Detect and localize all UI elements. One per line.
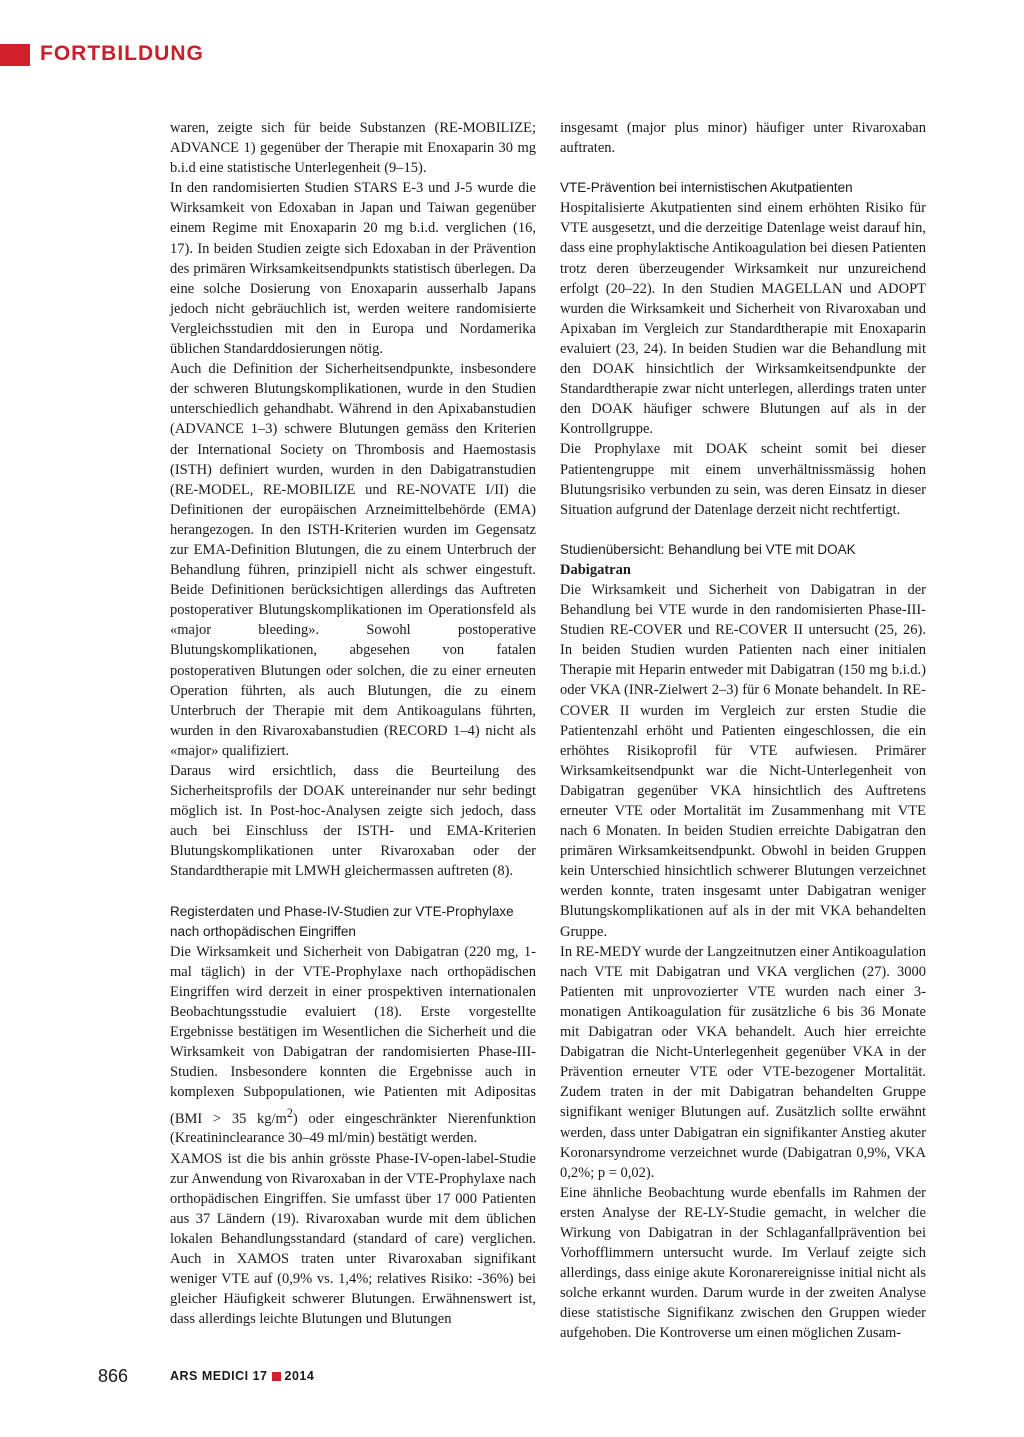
paragraph bbox=[170, 942, 536, 1149]
paragraph: Daraus wird ersichtlich, dass die Beurteilung des Sicherheitsprofils der DOAK untereinander nur sehr bedingt möglich ist. In Post-hoc-Analysen zeigte sich jedoch, dass auch bei Einschluss der ISTH- und EMA-Kriterien Blutungskomplikationen unter Rivaroxaban oder der Standardtherapie mit LMWH gleichermassen auftreten (8). bbox=[170, 763, 536, 880]
left-column bbox=[170, 118, 536, 1329]
paragraph: Auch die Definition der Sicherheitsendpunkte, insbesondere der schweren Blutungskomplikationen, wurde in den Studien unterschiedlich gehandhabt. Während in den Apixabanstudien (ADVANCE 1–3) schwere Blutungen gemäss den Kriterien der International Society on Thrombosis and Haemostasis (ISTH) definiert wurden, wurden in den Dabigatranstudien (RE-MODEL, RE-MOBILIZE und RE-NOVATE I/II) die Definitionen der europäischen Arzneimittelbehörde (EMA) herangezogen. In den ISTH-Kriterien wurden im Gegensatz zur EMA-Definition Blutungen, die zu einem Unterbruch der Behandlung führen, prinzipiell nicht als schwer eingestuft. Beide Definitionen berücksichtigen allerdings das Auftreten postoperativer Blutungskomplikationen im Operationsfeld als «major bleeding». Sowohl postoperative Blutungskomplikationen, abgesehen von fatalen postoperativen Blutungen oder solchen, die zu einer erneuten Operation führten, als auch Blutungen, die zu einem Unterbruch der Therapie mit dem Antikoagulans führten, wurden in den Rivaroxabanstudien (RECORD 1–4) nicht als «major» qualifiziert. bbox=[170, 361, 536, 759]
paragraph: Hospitalisierte Akutpatienten sind einem erhöhten Risiko für VTE ausgesetzt, und die derzeitige Datenlage weist darauf hin, dass eine prophylaktische Antikoagulation bei diesen Patienten trotz deren überzeugender Wirksamkeit nur unzureichend erfolgt (20–22). In den Studien MAGELLAN und ADOPT wurden die Wirksamkeit und Sicherheit von Rivaroxaban und Apixaban im Vergleich zur Standardtherapie mit Enoxaparin evaluiert (23, 24). In beiden Studien war die Behandlung mit den DOAK hinsichtlich der Wirksamkeitsendpunkte der Standardtherapie zwar nicht unterlegen, allerdings traten unter den DOAK häufiger schwere Blutungen auf als in der Kontrollgruppe. bbox=[560, 200, 926, 438]
journal-year: 2014 bbox=[284, 1369, 315, 1383]
paragraph: In RE-MEDY wurde der Langzeitnutzen einer Antikoagulation nach VTE mit Dabigatran und VKA verglichen (27). 3000 Patienten mit unprovozierter VTE wurden nach einer 3-monatigen Antikoagulation für zusätzliche 6 bis 36 Monate mit Dabigatran oder VKA behandelt. Auch hier erreichte Dabigatran die Nicht-Unterlegenheit gegenüber VKA in der Prävention erneuter VTE oder VTE-bezogener Mortalität. Zudem traten in der mit Dabigatran behandelten Gruppe signifikant weniger Blutungen auf. Zusätzlich sollte erwähnt werden, dass unter Dabigatran ein signifikanter Anstieg akuter Koronarsyndrome verzeichnet wurde (Dabigatran 0,9%, VKA 0,2%; p = 0,02). bbox=[560, 943, 926, 1181]
paragraph: Die Prophylaxe mit DOAK scheint somit bei dieser Patientengruppe mit einem unverhältnissmässig hohen Blutungsrisiko verbunden zu sein, was deren Einsatz in dieser Situation aufgrund der Datenlage derzeit nicht rechtfertigt. bbox=[560, 441, 926, 518]
paragraph: insgesamt (major plus minor) häufiger unter Rivaroxaban auftraten. bbox=[560, 120, 926, 157]
journal-footer bbox=[170, 1369, 314, 1383]
section-title: FORTBILDUNG bbox=[40, 42, 204, 65]
superscript: 2 bbox=[286, 1105, 293, 1120]
right-column bbox=[560, 118, 926, 1344]
paragraph: waren, zeigte sich für beide Substanzen (RE-MOBILIZE; ADVANCE 1) gegenüber der Therapie mit Enoxaparin 30 mg b.i.d eine statistische Unterlegenheit (9–15). bbox=[170, 120, 536, 177]
subsection-heading: Dabigatran bbox=[560, 561, 631, 578]
section-heading: Studienübersicht: Behandlung bei VTE mit DOAK bbox=[560, 541, 856, 557]
paragraph: Eine ähnliche Beobachtung wurde ebenfalls im Rahmen der ersten Analyse der RE-LY-Studie gemacht, in welcher die Wirkung von Dabigatran in der Schlaganfallprävention bei Vorhofflimmern untersucht wurde. Im Verlauf zeigte sich allerdings, dass einige akute Koronarereignisse initial nicht als solche erkannt wurden. Darum wurde in der zweiten Analyse diese statistische Signifikanz zwischen den Gruppen wieder aufgehoben. Die Kontroverse um einen möglichen Zusam- bbox=[560, 1184, 926, 1342]
square-icon bbox=[272, 1372, 281, 1381]
journal-name: ARS MEDICI 17 bbox=[170, 1369, 268, 1383]
paragraph-text: Die Wirksamkeit und Sicherheit von Dabigatran (220 mg, 1-mal täglich) in der VTE-Prophylaxe nach orthopädischen Eingriffen wird derzeit in einer prospektiven internationalen Beobachtungsstudie evaluiert (18). Erste vorgestellte Ergebnisse bestätigen im Wesentlichen die Sicherheit und die Wirksamkeit von Dabigatran der randomisierten Phase-III-Studien. Insbesondere konnten die Ergebnisse auch in komplexen Subpopulationen, wie Patienten mit Adipositas (BMI > 35 kg/m bbox=[170, 943, 536, 1127]
section-color-bar bbox=[0, 44, 30, 66]
paragraph-text: ) oder eingeschränkter Nierenfunktion (Kreatininclearance 30–49 ml/min) bestätigt werden. bbox=[170, 1110, 536, 1147]
paragraph: Die Wirksamkeit und Sicherheit von Dabigatran in der Behandlung bei VTE wurde in den randomisierten Phase-III-Studien RE-COVER und RE-COVER II untersucht (25, 26). In beiden Studien wurden Patienten nach einer initialen Therapie mit Heparin entweder mit Dabigatran (150 mg b.i.d.) oder VKA (INR-Zielwert 2–3) für 6 Monate behandelt. In RE-COVER II wurden im Vergleich zur ersten Studie die Patientenzahl erhöht und Patienten eingeschlossen, die ein erhöhtes Risikoprofil für VTE aufwiesen. Primärer Wirksamkeitsendpunkt war die Nicht-Unterlegenheit von Dabigatran gegenüber VKA hinsichtlich des Auftretens erneuter VTE oder Mortalität im Zusammenhang mit VTE nach 6 Monaten. In beiden Studien erreichte Dabigatran den primären Wirksamkeitsendpunkt. Obwohl in beiden Gruppen kein Unterschied hinsichtlich schwerer Blutungen verzeichnet werden konnte, traten insgesamt unter Dabigatran weniger Blutungskomplikationen auf als in der mit VKA behandelten Gruppe. bbox=[560, 581, 926, 940]
paragraph: XAMOS ist die bis anhin grösste Phase-IV-open-label-Studie zur Anwendung von Rivaroxaban in der VTE-Prophylaxe nach orthopädischen Eingriffen. Sie umfasst über 17 000 Patienten aus 37 Ländern (19). Rivaroxaban wurde mit dem üblichen lokalen Behandlungsstandard (standard of care) verglichen. Auch in XAMOS traten unter Rivaroxaban signifikant weniger VTE auf (0,9% vs. 1,4%; relatives Risiko: -36%) bei gleicher Häufigkeit schwerer Blutungen. Erwähnenswert ist, dass allerdings leichte Blutungen und Blutungen bbox=[170, 1150, 536, 1328]
section-heading: VTE-Prävention bei internistischen Akutpatienten bbox=[560, 180, 853, 196]
section-heading: Registerdaten und Phase-IV-Studien zur VTE-Prophylaxe nach orthopädischen Eingriffen bbox=[170, 903, 514, 939]
paragraph: In den randomisierten Studien STARS E-3 und J-5 wurde die Wirksamkeit von Edoxaban in Japan und Taiwan gegenüber einem Regime mit Enoxaparin 20 mg b.i.d. verglichen (16, 17). In beiden Studien zeigte sich Edoxaban in der Prävention des primären Wirksamkeitsendpunkts statistisch überlegen. Da eine solche Dosierung von Enoxaparin ausserhalb Japans jedoch nicht gebräuchlich ist, werden weitere randomisierte Vergleichsstudien mit den in Europa und Nordamerika üblichen Standarddosierungen nötig. bbox=[170, 180, 536, 358]
page-number: 866 bbox=[98, 1366, 129, 1386]
